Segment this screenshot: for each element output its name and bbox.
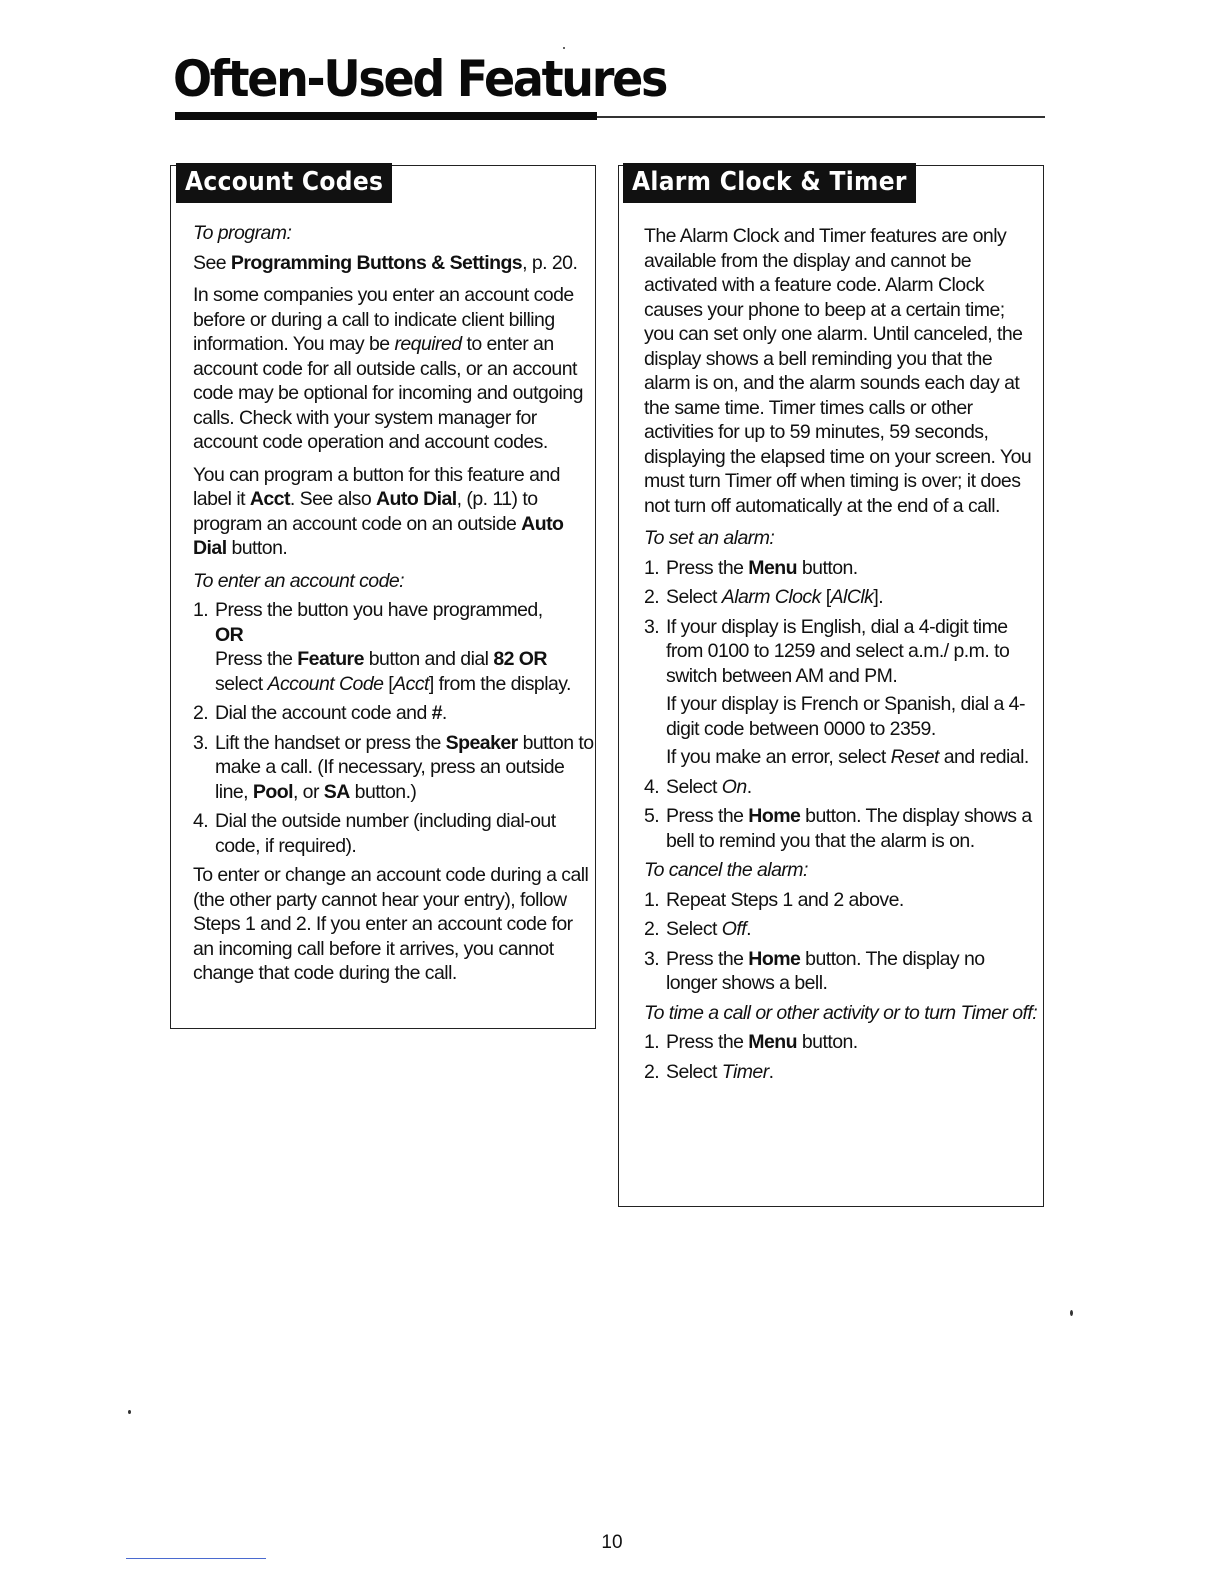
- list-item: 5. Press the Home button. The display shows a bell to remind you that the alarm is on.: [644, 805, 1032, 852]
- list-item: 3. Lift the handset or press the Speaker button to make a call. (If necessary, press an outside line, Pool, or SA button.): [193, 731, 594, 803]
- to-enter-subheading: To enter an account code:: [193, 569, 405, 592]
- alarm-intro-paragraph: The Alarm Clock and Timer features are only available from the display and cannot be activated with a feature code. Alarm Clock causes your phone to beep at a certain time; you can set only one alarm. Until canceled, the display shows a bell reminding you that the alarm is on, and the alarm sounds each day at the same time. Timer times calls or other activities for up to 59 minutes, 59 seconds, displaying the elapsed time on your screen. You must turn Timer off when timing is over; it does not turn off automatically at the end of a call.: [644, 225, 1032, 517]
- alarm-clock-heading: Alarm Clock & Timer: [623, 163, 916, 203]
- set-alarm-steps-list: [644, 556, 1039, 854]
- account-codes-content: [193, 221, 597, 994]
- scan-speck: [128, 1410, 131, 1414]
- alarm-clock-content: [644, 224, 1039, 1089]
- page-number: 10: [601, 1532, 623, 1553]
- list-item: 3. Press the Home button. The display no longer shows a bell.: [644, 947, 985, 994]
- list-item: 3. If your display is English, dial a 4-digit time from 0100 to 1259 and select a.m./ p.m. to switch between AM and PM. If your display is French or Spanish, dial a 4-digit code between 0000 to 2359. If you make an error, select Reset and redial.: [644, 615, 1029, 768]
- enter-steps-list: [193, 598, 597, 858]
- list-item: 2. Select Timer.: [644, 1060, 774, 1083]
- list-item: 1. Press the Menu button.: [644, 556, 858, 579]
- list-item: 2. Select Alarm Clock [AlClk].: [644, 586, 884, 608]
- footer-divider: [126, 1558, 266, 1559]
- list-item: 1. Repeat Steps 1 and 2 above.: [644, 888, 904, 911]
- alarm-clock-section: [618, 165, 1044, 1207]
- account-intro-paragraph: In some companies you enter an account code before or during a call to indicate client billing information. You may be required to enter an account code for all outside calls, or an account code may be optional for incoming and outgoing calls. Check with your system manager for account code operation and account codes.: [193, 284, 583, 453]
- account-codes-heading: Account Codes: [176, 163, 392, 203]
- to-time-subheading: To time a call or other activity or to turn Timer off:: [644, 1001, 1038, 1024]
- account-codes-section: [170, 165, 596, 1029]
- account-program-paragraph: You can program a button for this feature and label it Acct. See also Auto Dial, (p. 11) to program an account code on an outside Auto Dial button.: [193, 463, 564, 559]
- to-set-subheading: To set an alarm:: [644, 527, 775, 549]
- title-rule-thick: [175, 112, 597, 120]
- auto-dial-link[interactable]: Auto Dial: [376, 488, 457, 510]
- title-rule-thin: [597, 116, 1045, 118]
- see-reference: See Programming Buttons & Settings, p. 20.: [193, 251, 578, 274]
- list-item: 1. Press the Menu button.: [644, 1031, 858, 1053]
- programming-link[interactable]: Programming Buttons & Settings: [230, 251, 523, 274]
- list-item: 1. Press the button you have programmed, OR Press the Feature button and dial 82 OR select Account Code [Acct] from the display.: [193, 599, 571, 695]
- account-closing-paragraph: To enter or change an account code during a call (the other party cannot hear your entry), follow Steps 1 and 2. If you enter an account code for an incoming call before it arrives, you cannot change that code during the call.: [193, 864, 589, 984]
- list-item: 2. Dial the account code and #.: [193, 702, 447, 724]
- list-item: 2. Select Off.: [644, 918, 751, 940]
- scan-speck: [563, 47, 565, 49]
- page-title: Often-Used Features: [173, 50, 667, 108]
- list-item: 4. Select On.: [644, 775, 752, 798]
- to-cancel-subheading: To cancel the alarm:: [644, 859, 808, 881]
- list-item: 4. Dial the outside number (including dial-out code, if required).: [193, 810, 556, 857]
- timer-steps-list: [644, 1030, 1039, 1084]
- cancel-alarm-steps-list: [644, 888, 1039, 996]
- to-program-subheading: To program:: [193, 222, 292, 244]
- scan-speck: [1070, 1310, 1073, 1316]
